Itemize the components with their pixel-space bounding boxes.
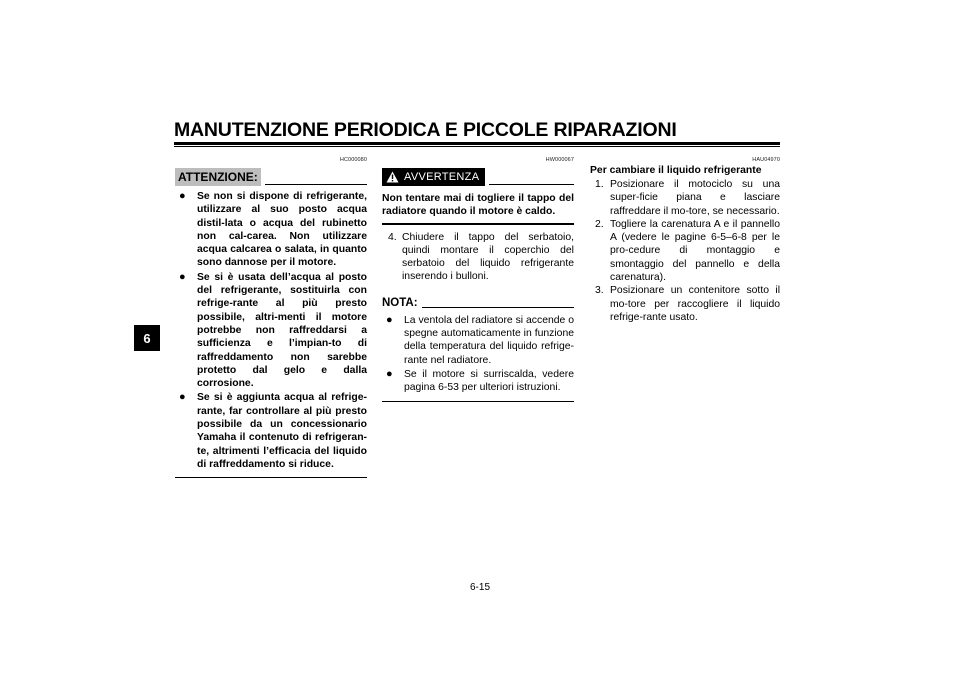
warning-end-rule xyxy=(382,223,574,225)
list-item: ● Se si è aggiunta acqua al refrige-rante, far controllare al più presto possibile da un concessionario Yamaha il contenuto di refrigeran-te, altrimenti l’efficacia del liquido di raffreddamento si riduce. xyxy=(179,391,367,470)
chapter-tab: 6 xyxy=(134,325,160,351)
warning-text: Non tentare mai di togliere il tappo del radiatore quando il motore è caldo. xyxy=(382,193,574,218)
bullet-icon: ● xyxy=(179,270,186,283)
header-line xyxy=(265,184,367,185)
reference-code: HW000067 xyxy=(545,157,574,163)
list-item: 3. Posizionare un contenitore sotto il mo-tore per raccogliere il liquido refrige-rante usato. xyxy=(595,285,780,323)
attention-bullets xyxy=(175,190,367,471)
nota-bullets xyxy=(382,314,574,395)
bullet-icon: ● xyxy=(179,391,186,404)
page-number: 6-15 xyxy=(469,582,490,593)
list-item: ● Se il motore si surriscalda, vedere pagina 6-53 per ulteriori istruzioni. xyxy=(386,367,574,394)
section-end-rule xyxy=(175,477,367,478)
step-list xyxy=(382,231,574,284)
column-procedure xyxy=(590,156,780,324)
header-line xyxy=(489,184,574,185)
nota-header xyxy=(382,294,574,310)
nota-label: NOTA: xyxy=(382,296,418,309)
warning-label: AVVERTENZA xyxy=(404,171,480,183)
list-item: ● Se non si dispone di refrigerante, utilizzare al suo posto acqua distil-lata o acqua del rubinetto non cal-carea. Non utilizzare acqua calcarea o salata, in quanto sono dannose per il motore. xyxy=(179,190,367,269)
warning-badge xyxy=(382,168,485,186)
column-attention xyxy=(175,156,367,478)
header-line xyxy=(422,307,574,308)
bullet-icon: ● xyxy=(179,190,186,202)
warning-triangle-icon xyxy=(386,171,399,183)
list-item: ● La ventola del radiatore si accende o spegne automaticamente in funzione della temperatura del liquido refrige-rante nel radiatore. xyxy=(386,313,574,366)
attention-label: ATTENZIONE: xyxy=(175,168,261,186)
page-title: MANUTENZIONE PERIODICA E PICCOLE RIPARAZIONI xyxy=(174,119,677,141)
section-end-rule xyxy=(382,401,574,402)
title-rule xyxy=(174,142,780,145)
warning-header xyxy=(382,164,574,186)
list-item: 2. Togliere la carenatura A e il pannello A (vedere le pagine 6-5–6-8 per le pro-cedure di montaggio e smontaggio del pannello e della carenatura). xyxy=(595,218,780,284)
list-item: 4. Chiudere il tappo del serbatoio, quindi montare il coperchio del serbatoio del liquido refrigerante inserendo i bulloni. xyxy=(388,231,574,283)
list-item: ● Se si è usata dell’acqua al posto del refrigerante, sostituirla con refrige-rante al più presto possibile, altri-menti il motore potrebbe non raffreddarsi a sufficienza e l’impian-to di raffreddamento non sarebbe protetto dal gelo e dalla corrosione. xyxy=(179,270,367,390)
column-warning xyxy=(382,156,574,402)
step-list xyxy=(590,178,780,324)
section-title: Per cambiare il liquido refrigerante xyxy=(590,165,762,176)
title-rule-thin xyxy=(174,146,780,147)
reference-code: HC000080 xyxy=(339,157,367,163)
attention-header xyxy=(175,164,367,186)
list-item: 1. Posizionare il motociclo su una super-ficie piana e lasciare raffreddare il mo-tore, se necessario. xyxy=(595,179,780,217)
reference-code: HAU04970 xyxy=(752,157,780,163)
bullet-icon: ● xyxy=(386,313,393,326)
bullet-icon: ● xyxy=(386,367,393,380)
